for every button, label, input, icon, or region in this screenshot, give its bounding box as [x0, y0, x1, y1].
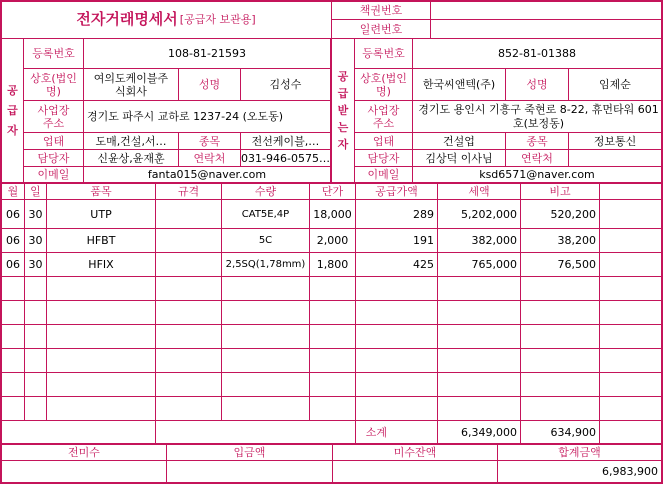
receiver-phone-label: 연락처: [521, 151, 553, 165]
item-product: HFBT: [86, 234, 116, 247]
received-value: [167, 461, 332, 482]
book-no-label: 책권번호: [359, 3, 403, 17]
item-qty: 1,800: [316, 258, 349, 271]
supplier-contact-label: 담당자: [37, 151, 70, 165]
col-note: 비고: [549, 185, 571, 198]
item-qty: 18,000: [313, 207, 352, 221]
total-label: 합계금액: [558, 446, 601, 459]
item-supply-amount: 5,202,000: [461, 207, 517, 221]
title-sub: [공급자 보관용]: [179, 13, 256, 26]
supplier-business-type: 도매,건설,서…: [95, 134, 167, 148]
supplier-contact: 신윤상,윤재훈: [97, 151, 165, 165]
item-supply-amount: 382,000: [471, 234, 517, 247]
item-day: 30: [28, 234, 43, 247]
receiver-company: 한국씨앤텍(주): [422, 78, 496, 91]
col-tax: 세액: [468, 185, 490, 198]
col-day: 일: [30, 185, 41, 198]
document-title: [2, 2, 330, 37]
item-unit-price: 289: [413, 207, 434, 221]
receiver-reg-no-label: 등록번호: [362, 47, 405, 60]
total-value: 6,983,900: [602, 465, 658, 478]
receiver-business-type: 건설업: [443, 134, 475, 148]
item-note: [600, 200, 661, 228]
serial-no-value: [431, 20, 661, 38]
item-product: UTP: [90, 207, 112, 221]
subtotal-tax: 634,900: [550, 425, 596, 439]
col-product: 품목: [90, 185, 112, 198]
item-spec: 5C: [258, 235, 273, 246]
item-month: 06: [6, 207, 20, 221]
supplier-name-label: 성명: [198, 78, 221, 91]
book-no-value: [431, 1, 661, 19]
item-tax: 38,200: [557, 234, 596, 247]
receiver-email-label: 이메일: [367, 168, 400, 181]
item-tax: 520,200: [550, 207, 596, 221]
item-spec: CAT5E,4P: [241, 208, 290, 220]
item-unit-price: 425: [413, 258, 434, 271]
col-month: 월: [7, 185, 19, 198]
supplier-email-label: 이메일: [37, 168, 70, 181]
item-month: 06: [6, 258, 20, 271]
receiver-company-label: 상호(법인명): [360, 71, 407, 98]
supplier-email: fanta015@naver.com: [147, 168, 267, 181]
receiver-name-label: 성명: [526, 78, 548, 91]
supplier-address: 경기도 파주시 교하로 1237-24 (오도동): [87, 110, 284, 123]
item-supply-amount: 765,000: [471, 258, 517, 271]
prev-balance-label: 전미수: [68, 446, 100, 459]
item-day: 30: [28, 258, 43, 271]
receiver-name: 임제순: [599, 78, 631, 91]
col-supply-amount: 공급가액: [375, 185, 418, 198]
unpaid-label: 미수잔액: [393, 446, 437, 459]
title-main: 전자거래명세서: [76, 10, 178, 28]
receiver-side-label: 공급받는자: [337, 70, 349, 151]
supplier-phone-label: 연락처: [193, 151, 226, 165]
item-note: [600, 229, 661, 252]
supplier-reg-no: 108-81-21593: [168, 47, 246, 60]
receiver-item: 정보통신: [593, 134, 637, 148]
supplier-company-label: 상호(법인명): [30, 71, 77, 98]
receiver-email: ksd6571@naver.com: [479, 168, 595, 181]
receiver-address: 경기도 용인시 기흥구 죽현로 8-22, 휴먼타워 601호(보정동): [418, 102, 659, 130]
receiver-item-label: 종목: [526, 134, 548, 148]
col-unit-price: 단가: [321, 185, 344, 198]
item-qty: 2,000: [316, 234, 349, 247]
receiver-contact: 김상덕 이사님: [425, 151, 493, 165]
serial-no-label: 일련번호: [359, 22, 403, 36]
unpaid-value: [333, 461, 497, 482]
received-label: 입금액: [233, 446, 266, 459]
item-note: [600, 253, 661, 276]
item-unit-price: 191: [413, 234, 434, 247]
receiver-business-type-label: 업태: [372, 134, 395, 148]
supplier-business-type-label: 업태: [42, 134, 65, 148]
subtotal-supply-amount: 6,349,000: [461, 425, 517, 439]
supplier-item-label: 종목: [198, 134, 221, 148]
receiver-address-label: 사업장주소: [367, 103, 400, 130]
supplier-company: 여의도케이블주식회사: [93, 71, 169, 98]
receiver-contact-label: 담당자: [367, 151, 400, 165]
supplier-side-label: 공급자: [7, 83, 18, 137]
item-month: 06: [6, 234, 20, 247]
subtotal-label: 소계: [365, 425, 387, 439]
col-spec: 규격: [177, 185, 200, 198]
item-product: HFIX: [88, 258, 114, 271]
col-qty: 수량: [254, 185, 277, 198]
item-tax: 76,500: [557, 258, 596, 271]
item-spec: 2,5SQ(1,78mm): [225, 259, 306, 270]
item-day: 30: [28, 207, 43, 221]
supplier-phone: 031-946-0575…: [241, 151, 330, 165]
supplier-address-label: 사업장주소: [37, 103, 70, 130]
prev-balance-value: [2, 461, 166, 482]
supplier-item: 전선케이블,…: [251, 134, 320, 148]
supplier-reg-no-label: 등록번호: [32, 47, 75, 60]
receiver-phone: [569, 150, 661, 166]
supplier-name: 김성수: [269, 78, 302, 91]
receiver-reg-no: 852-81-01388: [498, 47, 576, 60]
